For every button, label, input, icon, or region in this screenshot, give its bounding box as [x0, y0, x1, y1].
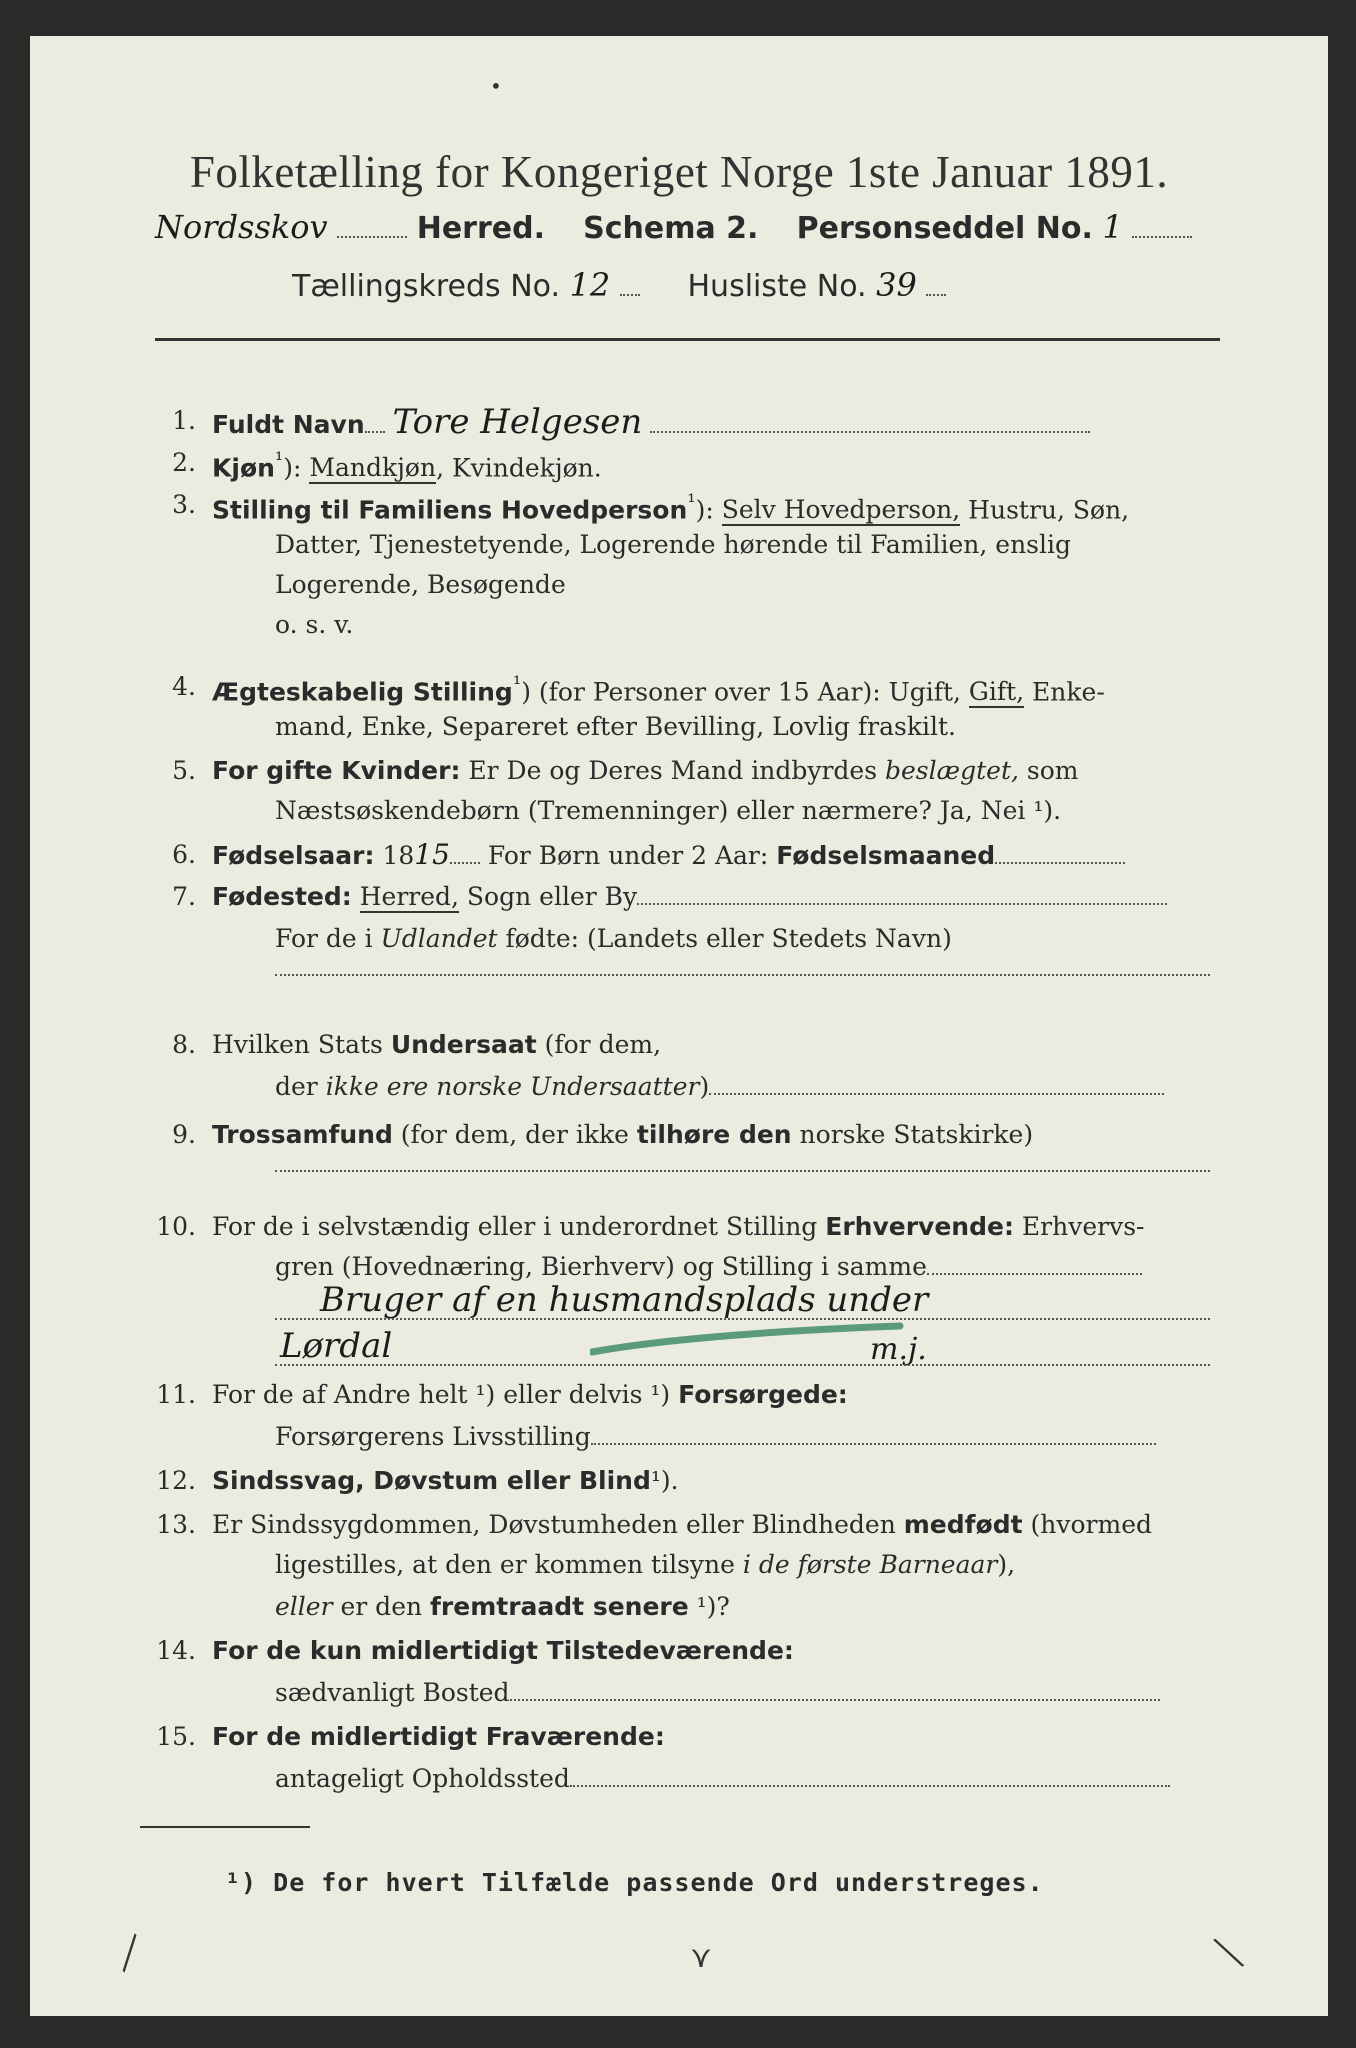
item-number: 14.	[156, 1636, 196, 1665]
husliste-number: 39	[876, 266, 917, 304]
item-number: 11.	[156, 1380, 196, 1409]
item-erhverv: For de i selvstændig eller i underordnet Stilling Erhvervende: Erhvervs-	[212, 1212, 1145, 1241]
form-title: Folketælling for Kongeriget Norge 1ste Januar 1891.	[189, 147, 1169, 197]
selected-mandkjon: Mandkjøn	[309, 453, 437, 483]
occupation-line-1: Bruger af en husmandsplads under	[320, 1280, 929, 1320]
schema-label: Schema 2.	[583, 211, 759, 246]
item-aegteskab: Ægteskabelig Stilling$^{^1}$) (for Personer over 15 Aar): Ugift, Gift, Enke-	[212, 672, 1105, 707]
item-trossamfund: Trossamfund (for dem, der ikke tilhøre den norske Statskirke)	[212, 1120, 1034, 1149]
corner-mark: ╲	[110, 1934, 148, 1973]
item-number: 9.	[172, 1120, 196, 1149]
husliste-label: Husliste No.	[687, 269, 867, 304]
item-kjon: Kjøn$^{^1}$): Mandkjøn, Kvindekjøn.	[212, 448, 602, 483]
item-stilling: Stilling til Familiens Hovedperson$^{^1}$): Selv Hovedperson, Hustru, Søn,	[212, 490, 1130, 525]
item-number: 6.	[172, 840, 196, 869]
item-number: 13.	[156, 1510, 196, 1539]
item-fuldt-navn: Fuldt Navn Tore Helgesen	[212, 402, 1090, 442]
personseddel-label: Personseddel No.	[796, 211, 1093, 246]
item-number: 2.	[172, 448, 196, 477]
item-fravaerende: For de midlertidigt Fraværende:	[212, 1722, 665, 1751]
item-gifte-kvinder: For gifte Kvinder: Er De og Deres Mand indbyrdes beslægtet, som	[212, 756, 1079, 785]
selected-hovedperson: Selv Hovedperson,	[721, 495, 961, 525]
item-fodselsaar: Fødselsaar: 1815 For Børn under 2 Aar: Fødselsmaaned	[212, 838, 1125, 871]
center-mark: ⋎	[690, 1940, 712, 1975]
item-number: 3.	[172, 490, 196, 519]
name-value: Tore Helgesen	[392, 402, 643, 442]
footnote-divider	[140, 1826, 310, 1828]
item-medfodt: Er Sindssygdommen, Døvstumheden eller Blindheden medfødt (hvormed	[212, 1510, 1152, 1539]
dotted-line	[275, 968, 1210, 976]
herred-label: Herred.	[416, 211, 545, 246]
item-undersaat: Hvilken Stats Undersaat (for dem,	[212, 1030, 662, 1059]
item-number: 8.	[172, 1030, 196, 1059]
item-number: 5.	[172, 756, 196, 785]
item-number: 4.	[172, 672, 196, 701]
selected-gift: Gift,	[968, 677, 1025, 707]
item-fodested: Fødested: Herred, Sogn eller By	[212, 882, 1167, 911]
census-form-page: Folketælling for Kongeriget Norge 1ste Januar 1891. Nordsskov Herred. Schema 2. Personseddel No. 1 Tællingskreds No. 12 Husliste No. 39 1. Fuldt Navn Tore Helgesen 2. Kjøn$^{^1}$): Mandkjøn, Kvindekjøn. 3. Stilling til Familiens Hovedperson$^{^1}$): Selv Hovedperson, Hustru, Søn, Datter, Tjenestetyende, Logerende hørende til Familien, enslig Logerende, Besøgende o. s. v. 4. Ægteskabelig Stilling$^{^1}$) (for Personer over 15 Aar): Ugift, Gift, Enke- mand, Enke, Separeret efter Bevilling, Lovlig fraskilt. 5. For gifte Kvinder: Er De og Deres Mand indbyrdes beslægtet, som Næstsøskendebørn (Tremenninger) eller nærmere? Ja, Nei ¹). 6. Fødselsaar: 1815 For Børn under 2 Aar: Fødselsmaaned 7. Fødested: Herred, Sogn eller By For de i Udlandet fødte: (Landets eller Stedets Navn) 8. Hvilken Stats Undersaat (for dem, der ikke ere norske Undersaatter) 9. Trossamfund (for dem, der ikke tilhøre den norske Statskirke) 10. For de i selvstændig eller i underordnet Stilling Erhvervende: Erhvervs- gren (Hovednæring, Bierhverv) og Stilling i samme Bruger af en husmandsplads under Lørdal m.j. 11. For de af Andre helt ¹) eller delvis ¹) Forsørgede: Forsørgerens Livsstilling 12. Sindssvag, Døvstum eller Blind¹). 13. Er Sindssygdommen, Døvstumheden eller Blindheden medfødt (hvormed ligestilles, at den er kommen tilsyne i de første Barneaar), eller er den fremtraadt senere ¹)? 14. For de kun midlertidigt Tilstedeværende: sædvanligt Bosted 15. For de midlertidigt Fraværende: antageligt Opholdssted ¹) De for hvert Tilfælde passende Ord understreges. ╲ ⋎ ╲ •	[30, 36, 1328, 2016]
taellingskreds-label: Tællingskreds No.	[292, 269, 560, 304]
item-number: 7.	[172, 882, 196, 911]
header-divider	[155, 338, 1220, 341]
item-number: 1.	[172, 406, 196, 435]
item-sindssvag: Sindssvag, Døvstum eller Blind¹).	[212, 1466, 679, 1495]
item-number: 10.	[156, 1212, 196, 1241]
taellingskreds-line	[292, 266, 946, 304]
item-tilstedevaerende: For de kun midlertidigt Tilstedeværende:	[212, 1636, 794, 1665]
footnote: ¹) De for hvert Tilfælde passende Ord understreges.	[225, 1868, 1044, 1897]
herred-line	[155, 208, 1192, 246]
top-dot: •	[490, 74, 502, 98]
personseddel-number: 1	[1102, 208, 1123, 246]
taellingskreds-number: 12	[569, 266, 611, 304]
herred-value: Nordsskov	[155, 208, 328, 246]
item-forsorgede: For de af Andre helt ¹) eller delvis ¹) Forsørgede:	[212, 1380, 848, 1409]
birth-year-value: 15	[414, 838, 450, 871]
item-number: 12.	[156, 1466, 196, 1495]
dotted-line	[275, 1164, 1210, 1172]
corner-mark: ╲	[1214, 1933, 1244, 1974]
clerk-mark: m.j.	[870, 1332, 927, 1367]
item-number: 15.	[156, 1722, 196, 1751]
selected-herred: Herred,	[359, 882, 459, 911]
green-pencil-mark	[590, 1320, 910, 1360]
occupation-line-2: Lørdal	[280, 1326, 393, 1366]
